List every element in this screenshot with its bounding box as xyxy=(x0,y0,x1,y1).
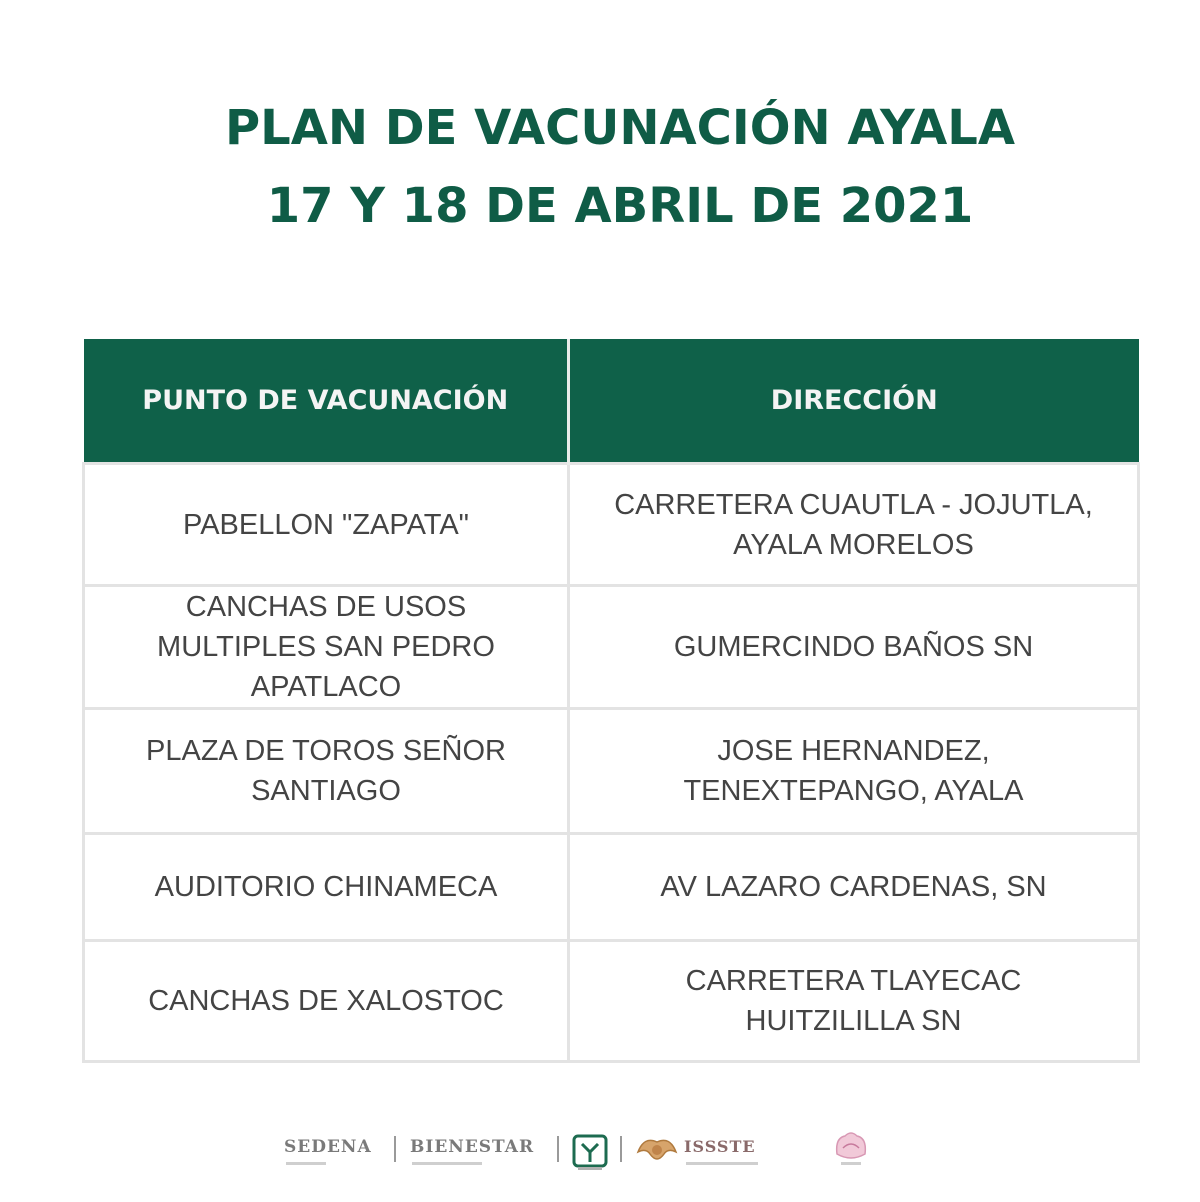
bienestar-logo-subtitle xyxy=(412,1162,482,1165)
table-header-row xyxy=(84,339,1139,464)
sedena-logo-subtitle xyxy=(286,1162,326,1165)
address-line: CARRETERA TLAYECAC xyxy=(685,965,1022,997)
address-cell xyxy=(569,709,1139,834)
bienestar-logo: BIENESTAR xyxy=(410,1137,535,1157)
point-cell xyxy=(84,586,569,709)
logo-divider xyxy=(557,1136,559,1162)
table-row xyxy=(84,709,1139,834)
logo-divider xyxy=(620,1136,622,1162)
table-row xyxy=(84,464,1139,586)
logo-divider xyxy=(394,1136,396,1162)
issste-logo-subtitle xyxy=(686,1162,758,1165)
page-title: PLAN DE VACUNACIÓN AYALA xyxy=(224,100,1016,156)
point-cell xyxy=(84,834,569,941)
point-line: CANCHAS DE USOS xyxy=(185,591,467,623)
point-cell xyxy=(84,709,569,834)
vaccination-points-table xyxy=(82,339,1140,1063)
address-cell xyxy=(569,464,1139,586)
address-line: AYALA MORELOS xyxy=(733,528,974,561)
address-line: CARRETERA CUAUTLA - JOJUTLA, xyxy=(614,488,1093,521)
issste-logo: ISSSTE xyxy=(684,1137,756,1156)
point-line: PABELLON "ZAPATA" xyxy=(183,508,469,541)
column-header-address: DIRECCIÓN xyxy=(569,339,1139,464)
point-cell xyxy=(84,464,569,586)
point-line: SANTIAGO xyxy=(251,775,401,807)
address-cell xyxy=(569,834,1139,941)
page-subtitle-date: 17 Y 18 DE ABRIL DE 2021 xyxy=(266,178,974,234)
sedena-logo: SEDENA xyxy=(284,1137,372,1157)
table-row xyxy=(84,586,1139,709)
address-line: GUMERCINDO BAÑOS SN xyxy=(673,631,1034,663)
issste-eagle-icon xyxy=(634,1132,680,1173)
point-cell xyxy=(84,941,569,1062)
address-line: AV LAZARO CARDENAS, SN xyxy=(660,871,1047,903)
table-row xyxy=(84,834,1139,941)
point-line: AUDITORIO CHINAMECA xyxy=(154,871,498,903)
table-row xyxy=(84,941,1139,1062)
point-line: APATLACO xyxy=(250,671,402,703)
address-cell xyxy=(569,586,1139,709)
point-line: MULTIPLES SAN PEDRO xyxy=(157,631,495,663)
footer-logos xyxy=(0,1126,1200,1176)
point-line: CANCHAS DE XALOSTOC xyxy=(148,985,504,1017)
imss-logo-icon xyxy=(572,1134,608,1177)
address-line: HUITZILILLA SN xyxy=(745,1005,962,1037)
address-cell xyxy=(569,941,1139,1062)
address-line: TENEXTEPANGO, AYALA xyxy=(683,775,1024,807)
address-line: JOSE HERNANDEZ, xyxy=(717,735,990,767)
column-header-point: PUNTO DE VACUNACIÓN xyxy=(84,339,569,464)
salud-emblem-icon xyxy=(829,1128,873,1175)
point-line: PLAZA DE TOROS SEÑOR xyxy=(146,735,506,767)
